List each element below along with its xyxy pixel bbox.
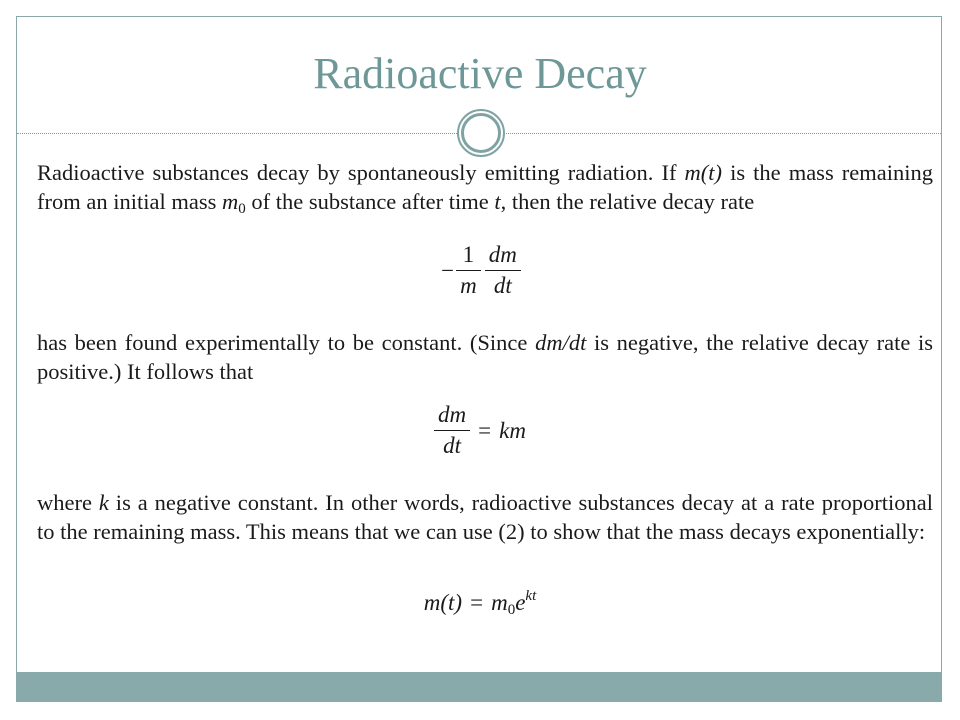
math-k: k [98, 490, 109, 515]
math-e: e [515, 590, 526, 615]
math-m: m [491, 590, 508, 615]
math-m: m [221, 189, 239, 214]
text-segment: where [37, 490, 99, 515]
fraction-dm-dt [434, 400, 470, 461]
math-exponent: kt [525, 588, 537, 604]
text-segment: of the substance after time [245, 189, 495, 214]
paragraph-exponential [37, 488, 933, 546]
equation-differential [0, 400, 960, 461]
denominator: m [460, 273, 477, 298]
numerator: dm [434, 400, 470, 431]
text-segment: Radioactive substances decay by spontaneously emitting radiation. If [37, 160, 685, 185]
equation-relative-decay-rate [0, 240, 960, 301]
math-km: km [499, 417, 526, 443]
text-segment: , then the relative decay rate [500, 189, 755, 214]
math-t: t [494, 189, 501, 214]
paragraph-constant-rate [37, 328, 933, 386]
math-m-of-t: m(t) [423, 590, 463, 615]
denominator: dt [493, 273, 512, 298]
equals-sign: = [478, 417, 492, 443]
circle-ornament-icon [456, 108, 506, 158]
text-segment: has been found experimentally to be constant. (Since [37, 330, 536, 355]
slide-title: Radioactive Decay [313, 49, 647, 98]
equation-exponential-decay [0, 588, 960, 619]
denominator: dt [443, 433, 462, 458]
footer-band [17, 672, 941, 702]
paragraph-intro [37, 158, 933, 224]
text-segment: is negative, the relative decay rate is positive.) It follows that [37, 330, 933, 384]
math-subscript: 0 [238, 201, 246, 217]
math-subscript: 0 [507, 602, 516, 618]
numerator: dm [485, 240, 521, 271]
fraction-dm-dt [485, 240, 521, 301]
text-segment: is a negative constant. In other words, radioactive substances decay at a rate proportional to the remaining mass. This means that we can use (2) to show that the mass decays exponentially: [37, 490, 933, 544]
equals-sign: = [470, 590, 484, 615]
numerator: 1 [456, 240, 481, 271]
math-m-of-t: m(t) [684, 160, 722, 185]
text-segment: is the mass remaining from an initial mass [37, 160, 933, 214]
fraction-one-over-m [456, 240, 481, 301]
minus-sign: − [441, 257, 455, 283]
math-dm-dt: dm/dt [535, 330, 587, 355]
